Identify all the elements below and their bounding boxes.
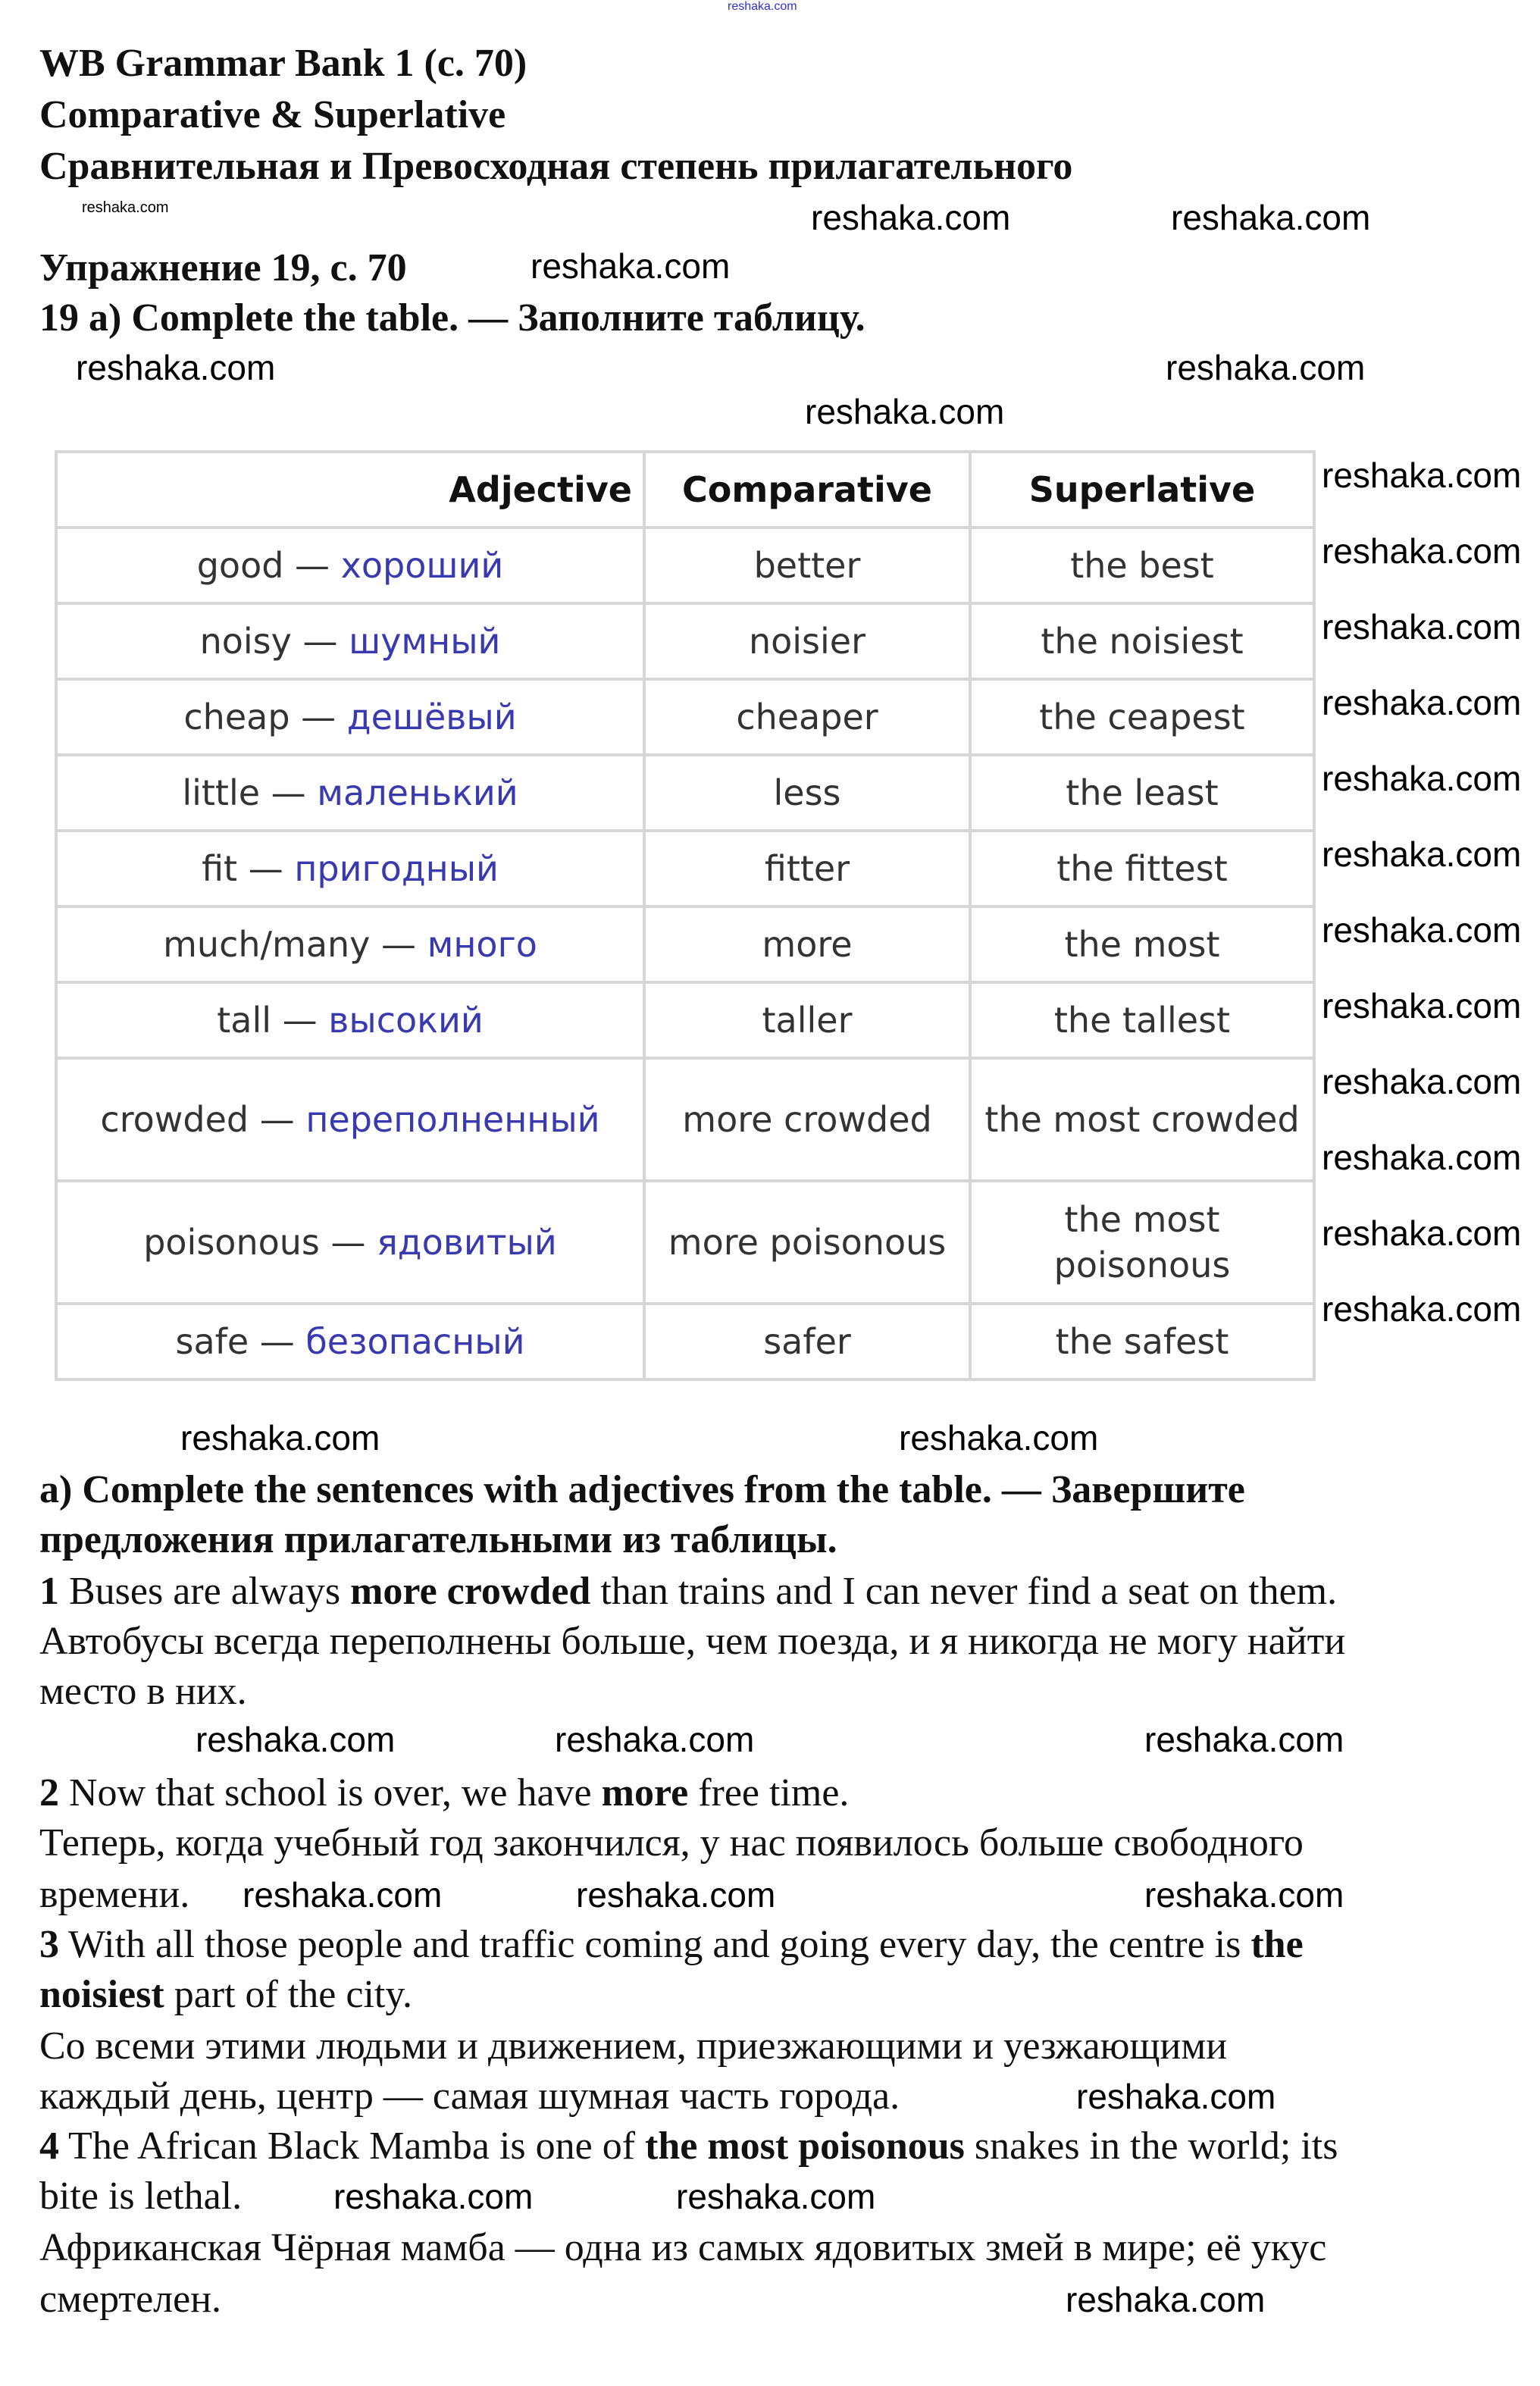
adjective-ru: много [427,924,537,965]
adjective-en: noisy [199,621,292,662]
sentence-4 [39,2124,1338,2169]
text: part of the city. [164,1973,412,2016]
adjective-ru: дешёвый [346,697,517,737]
watermark: reshaka.com [1322,683,1522,722]
superlative-cell: the ceapest [970,679,1314,755]
dash: — [248,848,283,889]
comparative-cell: safer [644,1304,970,1379]
adjective-ru: шумный [349,621,501,662]
watermark: reshaka.com [1076,2077,1276,2116]
adjective-en: good [196,545,284,586]
translation-4: Африканская Чёрная мамба — одна из самых ядовитых змей в мире; её укус [39,2226,1327,2269]
adjective-cell [56,1058,644,1181]
dash: — [271,772,306,813]
watermark: reshaka.com [805,392,1005,431]
num: 3 [39,1923,59,1966]
adjective-cell [56,528,644,603]
part2-title-2: предложения прилагательными из таблицы. [39,1518,837,1561]
superlative-cell: the best [970,528,1314,603]
watermark: reshaka.com [1322,986,1522,1025]
adjective-ru: хороший [340,545,504,586]
watermark: reshaka.com [1144,1875,1344,1915]
text: The African Black Mamba is one of [59,2125,646,2168]
comparative-cell: more crowded [644,1058,970,1181]
sentence-3 [39,1922,1304,1968]
watermark: reshaka.com [1066,2280,1266,2319]
part2-title: a) Complete the sentences with adjectives from the table. — Завершите [39,1468,1245,1511]
watermark: reshaka.com [1144,1720,1344,1759]
exercise-heading: Упражнение 19, с. 70 [39,246,407,290]
watermark: reshaka.com [1322,1289,1522,1329]
text: Now that school is over, we have [59,1771,602,1815]
translation-3b: каждый день, центр — самая шумная часть города. [39,2074,900,2118]
text: snakes in the world; its [964,2125,1338,2168]
table-row [56,1304,1314,1379]
adjective-ru: ядовитый [377,1222,557,1263]
superlative-cell: the most [970,906,1314,982]
adjective-ru: безопасный [305,1321,525,1362]
text: free time. [688,1771,850,1815]
superlative-cell: the fittest [970,831,1314,906]
comparative-cell: fitter [644,831,970,906]
num: 1 [39,1570,59,1613]
table-row [56,755,1314,831]
adjective-en: poisonous [143,1222,320,1263]
dash: — [302,621,338,662]
watermark: reshaka.com [1322,1062,1522,1101]
watermark: reshaka.com [555,1720,755,1759]
watermark: reshaka.com [811,198,1011,237]
watermark: reshaka.com [1322,910,1522,950]
adjective-cell [56,755,644,831]
adjective-cell [56,831,644,906]
watermark: reshaka.com [180,1418,380,1458]
header-adjective: Adjective [56,452,644,528]
dash: — [301,697,336,737]
adjective-cell [56,1304,644,1379]
adjective-cell [56,1181,644,1304]
translation-1: Автобусы всегда переполнены больше, чем поезда, и я никогда не могу найти [39,1620,1346,1663]
task-heading: 19 a) Complete the table. — Заполните таблицу. [39,296,865,340]
watermark: reshaka.com [531,246,731,286]
adjective-cell [56,679,644,755]
comparative-cell: cheaper [644,679,970,755]
adjective-cell [56,603,644,679]
watermark: reshaka.com [1322,456,1522,495]
answer: more [601,1771,689,1815]
adjective-en: much/many [163,924,371,965]
sentence-2 [39,1771,849,1816]
subtitle: Comparative & Superlative [39,93,506,136]
translation-2b: времени. [39,1873,190,1916]
watermark: reshaka.com [1322,1213,1522,1253]
translation-1b: место в них. [39,1670,247,1713]
table-row [56,831,1314,906]
adjective-cell [56,906,644,982]
adjective-en: cheap [183,697,290,737]
comparative-cell: better [644,528,970,603]
translation-4b: смертелен. [39,2278,222,2321]
watermark: reshaka.com [728,0,797,13]
watermark: reshaka.com [196,1720,396,1759]
dash: — [330,1222,366,1263]
adjective-ru: маленький [317,772,518,813]
adjective-en: crowded [100,1099,249,1140]
translation-2: Теперь, когда учебный год закончился, у нас появилось больше свободного [39,1821,1304,1865]
num: 4 [39,2125,59,2168]
adjective-en: little [182,772,261,813]
watermark: reshaka.com [1322,759,1522,798]
adjective-en: fit [202,848,238,889]
answer: more crowded [350,1570,591,1613]
superlative-cell: the noisiest [970,603,1314,679]
answer: noisiest [39,1973,164,2016]
adjective-en: tall [217,1000,272,1041]
superlative-cell: the most poisonous [970,1181,1314,1304]
header-comparative: Comparative [644,452,970,528]
comparative-cell: noisier [644,603,970,679]
superlative-cell: the least [970,755,1314,831]
text: than trains and I can never find a seat on them. [590,1570,1338,1613]
watermark: reshaka.com [1322,834,1522,874]
comparative-cell: taller [644,982,970,1058]
comparative-cell: more [644,906,970,982]
comparative-cell: less [644,755,970,831]
watermark: reshaka.com [243,1875,443,1915]
adjective-ru: пригодный [294,848,499,889]
watermark: reshaka.com [333,2177,534,2216]
watermark: reshaka.com [76,348,276,387]
dash: — [259,1099,295,1140]
table-row [56,603,1314,679]
subtitle-ru: Сравнительная и Превосходная степень прилагательного [39,145,1073,188]
watermark: reshaka.com [82,199,169,216]
comparison-table [55,450,1316,1381]
watermark: reshaka.com [1171,198,1371,237]
watermark: reshaka.com [899,1418,1099,1458]
watermark: reshaka.com [1166,348,1366,387]
table-header-row [56,452,1314,528]
dash: — [259,1321,295,1362]
title: WB Grammar Bank 1 (с. 70) [39,42,527,85]
header-superlative: Superlative [970,452,1314,528]
answer: the most poisonous [645,2125,965,2168]
table-row [56,1058,1314,1181]
superlative-cell: the most crowded [970,1058,1314,1181]
adjective-ru: высокий [328,1000,484,1041]
sentence-1 [39,1569,1337,1614]
adjective-cell [56,982,644,1058]
answer: the [1250,1923,1304,1966]
text: With all those people and traffic coming and going every day, the centre is [59,1923,1251,1966]
sentence-4b: bite is lethal. [39,2175,243,2218]
num: 2 [39,1771,59,1815]
table-row [56,1181,1314,1304]
watermark: reshaka.com [576,1875,776,1915]
comparative-cell: more poisonous [644,1181,970,1304]
dash: — [282,1000,318,1041]
text: Buses are always [59,1570,351,1613]
superlative-cell: the safest [970,1304,1314,1379]
watermark: reshaka.com [1322,1138,1522,1177]
adjective-en: safe [175,1321,249,1362]
table-row [56,982,1314,1058]
sentence-3b [39,1972,412,2018]
table-row [56,679,1314,755]
dash: — [381,924,417,965]
watermark: reshaka.com [1322,607,1522,647]
adjective-ru: переполненный [305,1099,600,1140]
translation-3: Со всеми этими людьми и движением, приезжающими и уезжающими [39,2024,1228,2068]
table-row [56,906,1314,982]
table-row [56,528,1314,603]
watermark: reshaka.com [676,2177,876,2216]
superlative-cell: the tallest [970,982,1314,1058]
dash: — [295,545,330,586]
watermark: reshaka.com [1322,531,1522,571]
